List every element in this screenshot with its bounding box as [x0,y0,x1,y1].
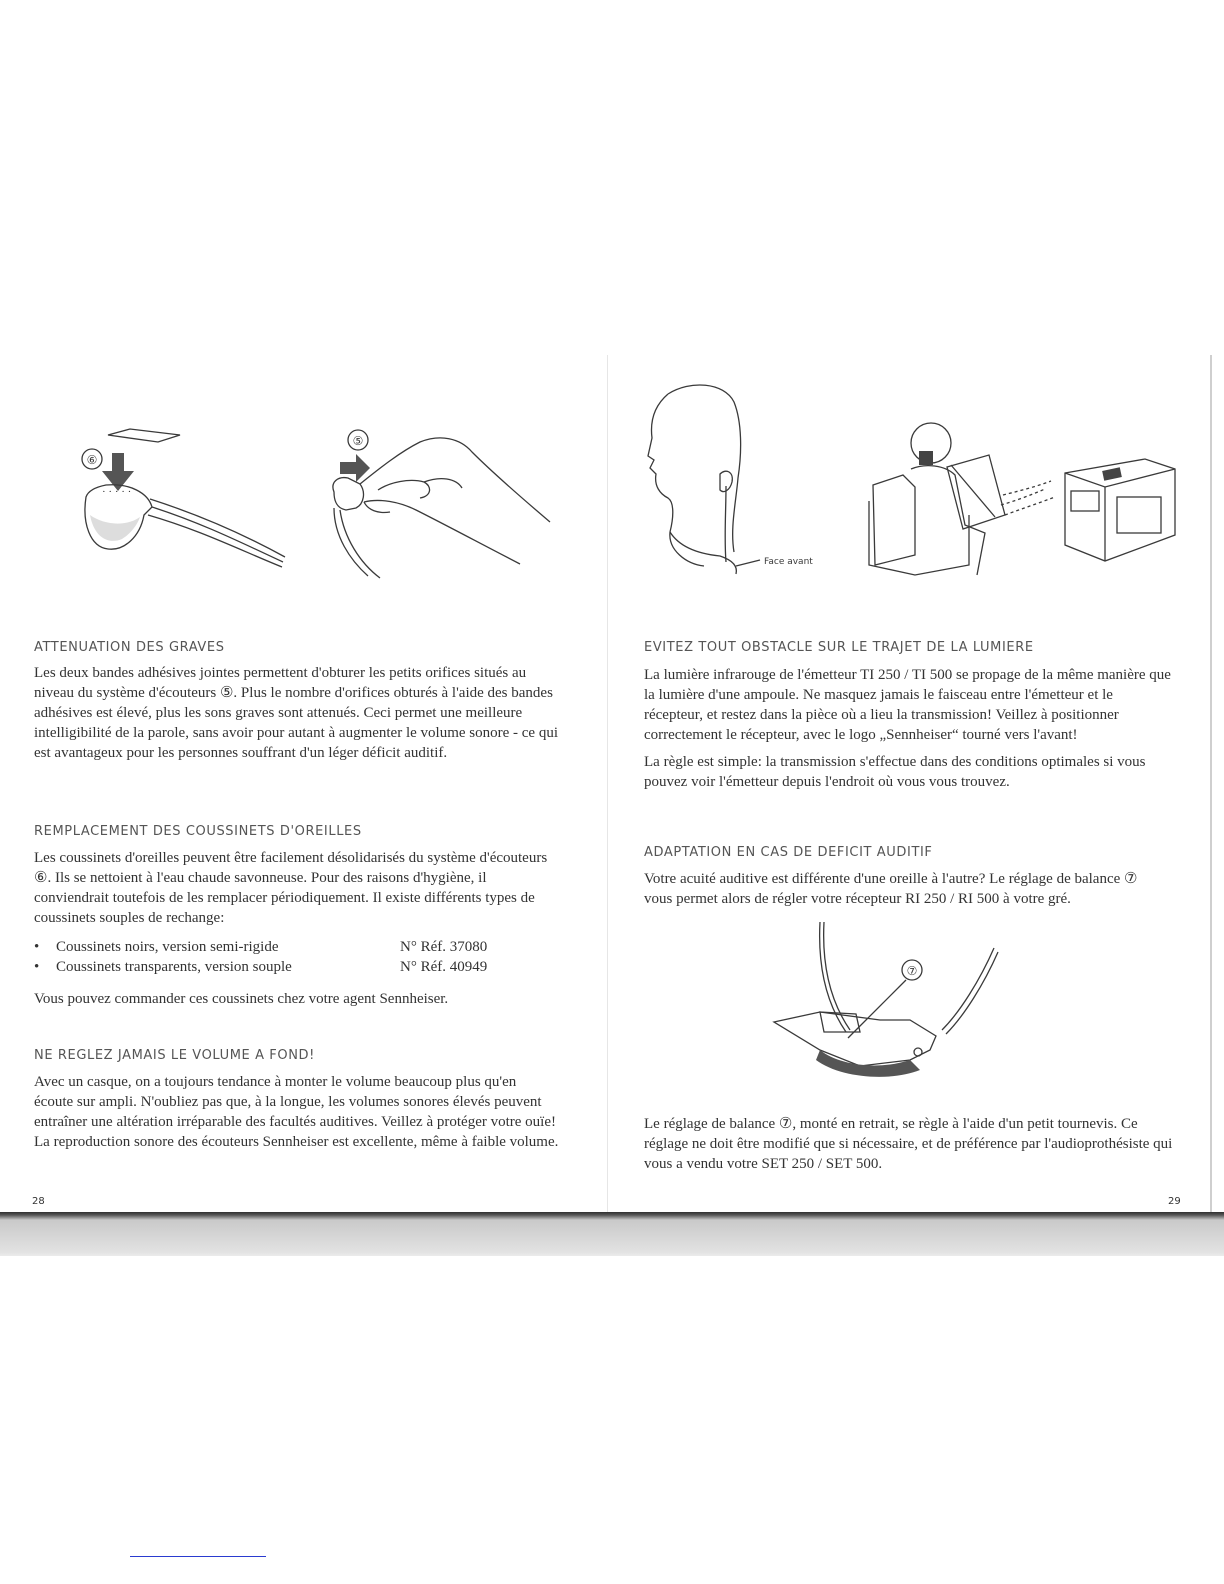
text-balance: Le réglage de balance ⑦, monté en retrait, se règle à l'aide d'un petit tournevis. Ce réglage ne doit être modifié que si nécessaire, et de préférence par l'audioprothésiste qui vous a vendu votre SET 250 / SET 500. [644,1116,1173,1172]
text-deficit: Votre acuité auditive est différente d'une oreille à l'autre? Le réglage de balance ⑦ vous permet alors de régler votre récepteur RI 250 / RI 500 à votre gré. [644,871,1138,907]
text-remplacement: Les coussinets d'oreilles peuvent être facilement désolidarisés du système d'écouteurs ⑥. Ils se nettoient à l'eau chaude savonneuse. Pour des raisons d'hygiène, il conviendrait toutefois de les remplacer périodiquement. Il existe différents types de coussinets souples de rechange: [34,850,548,926]
heading-deficit: ADAPTATION EN CAS DE DEFICIT AUDITIF [644,845,933,860]
page-number-left: 28 [32,1196,45,1207]
text-obstacle-1: La lumière infrarouge de l'émetteur TI 250 / TI 500 se propage de la même manière que la lumière d'une ampoule. Ne masquez jamais le faisceau entre l'émetteur et le récepteur, et restez dans la pièce où a lieu la transmission! Veillez à positionner correctement le récepteur, avec le logo „Sennheiser“ tourné vers l'avant! [644,667,1171,743]
page-number-right: 29 [1168,1196,1181,1207]
reader-transmitter-illustration [855,405,1185,585]
balance-control-illustration [760,920,1010,1085]
ref-5-label: ⑤ [352,434,364,448]
heading-attenuation: ATTENUATION DES GRAVES [34,640,225,655]
coussinets-list [34,937,554,977]
face-avant-label: Face avant [764,557,813,567]
head-profile-illustration [640,382,840,582]
list-item-ref: N° Réf. 40949 [400,959,488,975]
list-item: • Coussinets noirs, version semi-rigide N° Réf. 37080 [34,939,488,955]
earpiece-illustration [60,415,300,590]
text-obstacle-2: La règle est simple: la transmission s'effectue dans des conditions optimales si vous pouvez voir l'émetteur depuis l'endroit où vous vous trouvez. [644,754,1146,790]
text-commande: Vous pouvez commander ces coussinets chez votre agent Sennheiser. [34,991,449,1007]
text-volume: Avec un casque, on a toujours tendance à monter le volume beaucoup plus qu'en écoute sur ampli. N'oubliez pas que, à la longue, les volumes sonores élevés peuvent entraîner une altération irréparable des facultés auditives. Veillez à protéger votre ouïe! La reproduction sonore des écouteurs Sennheiser est excellente, même à faible volume. [34,1074,559,1150]
ref-6-label: ⑥ [86,453,98,467]
list-item: • Coussinets transparents, version souple N° Réf. 40949 [34,959,488,975]
scan-shadow [0,1212,1224,1256]
right-edge [1210,355,1212,1215]
heading-volume: NE REGLEZ JAMAIS LE VOLUME A FOND! [34,1048,315,1063]
list-item-label: Coussinets transparents, version souple [56,959,292,975]
heading-remplacement: REMPLACEMENT DES COUSSINETS D'OREILLES [34,824,362,839]
footer-rule [130,1556,266,1557]
ref-7-label: ⑦ [906,964,918,978]
list-item-ref: N° Réf. 37080 [400,939,488,955]
text-attenuation: Les deux bandes adhésives jointes permettent d'obturer les petits orifices situés au niveau du système d'écouteurs ⑤. Plus le nombre d'orifices obturés à l'aide des bandes adhésives est élevé, plus les sons graves sont attenués. Ceci permet une meilleure intelligibilité de la parole, sans avoir pour autant à augmenter le volume sonore - ce qui est avantageux pour les personnes souffrant d'un léger déficit auditif. [34,665,558,761]
heading-obstacle: EVITEZ TOUT OBSTACLE SUR LE TRAJET DE LA LUMIERE [644,640,1034,655]
list-item-label: Coussinets noirs, version semi-rigide [56,939,279,955]
svg-text:· · · · ·: · · · · · [102,486,132,498]
page-spine [607,355,608,1215]
hand-earpad-illustration [320,418,570,588]
